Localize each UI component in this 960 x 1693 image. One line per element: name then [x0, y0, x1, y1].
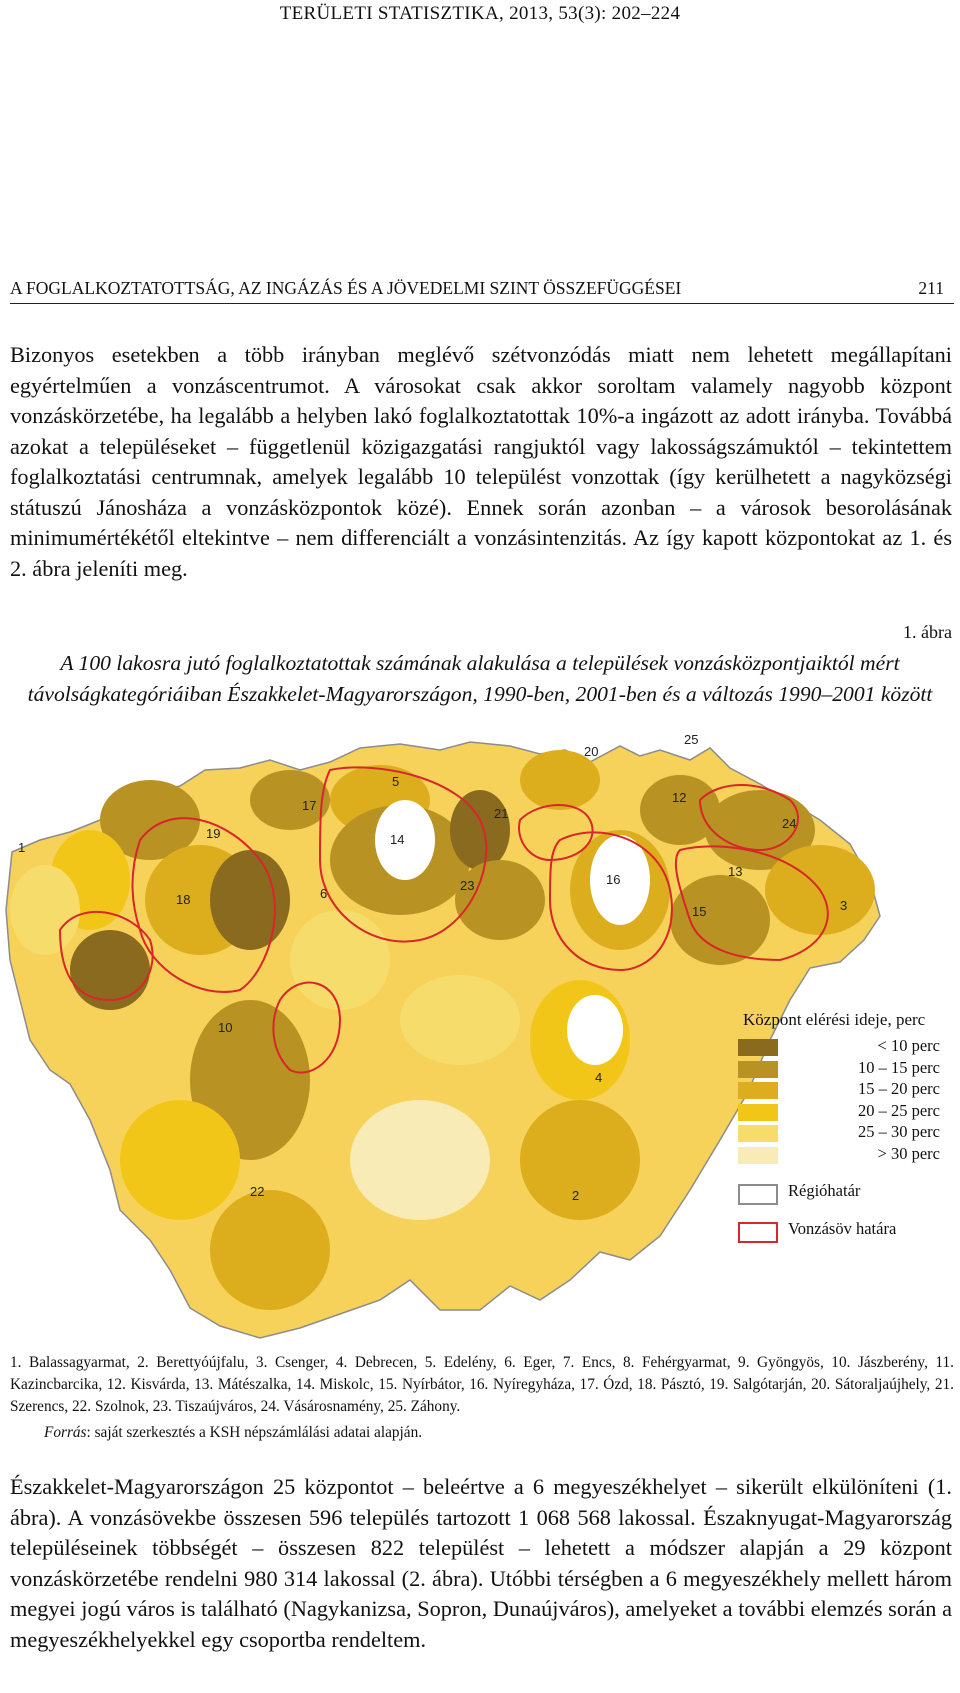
legend-region-border [738, 1175, 960, 1213]
map-label-19: 19 [206, 826, 221, 841]
legend-item [738, 1122, 960, 1144]
running-head-title: A FOGLALKOZTATOTTSÁG, AZ INGÁZÁS ÉS A JÖVEDELMI SZINT ÖSSZEFÜGGÉSEI [10, 278, 682, 298]
attraction-border-swatch [738, 1222, 778, 1243]
map-label-15: 15 [692, 904, 707, 919]
map-label-5: 5 [392, 774, 400, 789]
map-label-18: 18 [176, 892, 191, 907]
legend-label: 20 – 25 perc [857, 1100, 940, 1120]
figure-number: 1. ábra [903, 622, 952, 642]
map-label-20: 20 [584, 744, 599, 759]
page-number: 211 [918, 278, 944, 298]
journal-header: TERÜLETI STATISZTIKA, 2013, 53(3): 202–224 [279, 3, 681, 24]
running-head [10, 278, 954, 304]
map-label-4: 4 [595, 1070, 603, 1085]
body-paragraph-2: Északkelet-Magyarországon 25 központot – beleértve a 6 megyeszékhelyet – sikerült elkülöníteni (1. ábra). A vonzásövekbe összesen 596 település tartozott 1 068 568 lakossal. Északnyugat-Magyarország településeinek többségét – összesen 822 települést – lehetett a módszer alapján a 29 központ vonzáskörzetébe rendelni 980 314 lakossal (2. ábra). Utóbbi térségben a 6 megyeszékhely mellett három megyei jogú város is található (Nagykanizsa, Sopron, Dunaújváros), amelyeket a további elemzés során a megyeszékhelyekkel egy csoportba rendeltem. [10, 1474, 952, 1652]
map-label-25: 25 [684, 732, 699, 747]
figure-title: A 100 lakosra jutó foglalkoztatottak számának alakulása a települések vonzásközpontjaiktól mért távolságkategóriáiban Északkelet-Magyarországon, 1990-ben, 2001-ben és a változás 1990–2001 között [27, 651, 933, 706]
legend-label: 10 – 15 perc [857, 1057, 940, 1077]
region-border-swatch [738, 1184, 778, 1205]
map-legend [738, 1010, 960, 1251]
map-label-10: 10 [218, 1020, 233, 1035]
legend-label: > 30 perc [877, 1143, 940, 1163]
map-label-3: 3 [840, 898, 848, 913]
map-label-23: 23 [460, 878, 475, 893]
legend-item [738, 1079, 960, 1101]
map-label-13: 13 [728, 864, 743, 879]
legend-label: 15 – 20 perc [857, 1079, 940, 1098]
legend-title: Központ elérési ideje, perc [743, 1010, 926, 1029]
legend-swatch [738, 1061, 778, 1078]
legend-item [738, 1036, 960, 1058]
legend-swatch [738, 1039, 778, 1056]
legend-item [738, 1144, 960, 1166]
figure-source [44, 1424, 422, 1442]
legend-item [738, 1101, 960, 1123]
legend-swatch [738, 1104, 778, 1121]
map-label-2: 2 [572, 1188, 580, 1203]
body-paragraph-1: Bizonyos esetekben a több irányban meglévő szétvonzódás miatt nem lehetett megállapítani egyértelműen a vonzáscentrumot. A városokat csak akkor soroltam valamely nagyobb központ vonzáskörzetébe, ha legalább a helyben lakó foglalkoztatottak 10%-a ingázott az adott irányba. Továbbá azokat a településeket – függetlenül közigazgatási rangjuktól vagy lakosságszámuktól – tekintettem foglalkoztatási centrumnak, amelyek legalább 10 települést vonzottak (így kerülhetett a nagyközségi státuszú Jánosháza a vonzásközpontok közé). Ennek során azonban – a városok besorolásának minimumértékétől eltekintve – nem differenciált a vonzásintenzitás. Az így kapott központokat az 1. és 2. ábra jeleníti meg. [10, 342, 952, 581]
legend-item [738, 1058, 960, 1080]
map-label-6: 6 [320, 886, 328, 901]
map-label-14: 14 [390, 832, 405, 847]
source-text: : saját szerkesztés a KSH népszámlálási adatai alapján. [86, 1424, 423, 1441]
figure-places-list: 1. Balassagyarmat, 2. Berettyóújfalu, 3. Csenger, 4. Debrecen, 5. Edelény, 6. Eger, 7. Encs, 8. Fehérgyarmat, 9. Gyöngyös, 10. Jászberény, 11. Kazincbarcika, 12. Kisvárda, 13. Mátészalka, 14. Miskolc, 15. Nyírbátor, 16. Nyíregyháza, 17. Ózd, 18. Pásztó, 19. Salgótarján, 20. Sátoraljaújhely, 21. Szerencs, 22. Szolnok, 23. Tiszaújváros, 24. Vásárosnamény, 25. Záhony. [10, 1354, 954, 1415]
map-label-22: 22 [250, 1184, 265, 1199]
map-label-12: 12 [672, 790, 687, 805]
map-label-1: 1 [18, 840, 26, 855]
legend-attraction-border [738, 1213, 960, 1251]
legend-swatch [738, 1082, 778, 1099]
legend-label: 25 – 30 perc [857, 1122, 940, 1141]
legend-label: < 10 perc [877, 1036, 940, 1055]
map-label-21: 21 [494, 806, 509, 821]
map-label-16: 16 [606, 872, 621, 887]
region-border-label: Régióhatár [788, 1181, 861, 1200]
map-label-17: 17 [302, 798, 317, 813]
map-label-24: 24 [782, 816, 797, 831]
legend-swatch [738, 1147, 778, 1164]
legend-swatch [738, 1125, 778, 1142]
attraction-border-label: Vonzásöv határa [788, 1219, 897, 1238]
source-label: Forrás [44, 1424, 87, 1441]
